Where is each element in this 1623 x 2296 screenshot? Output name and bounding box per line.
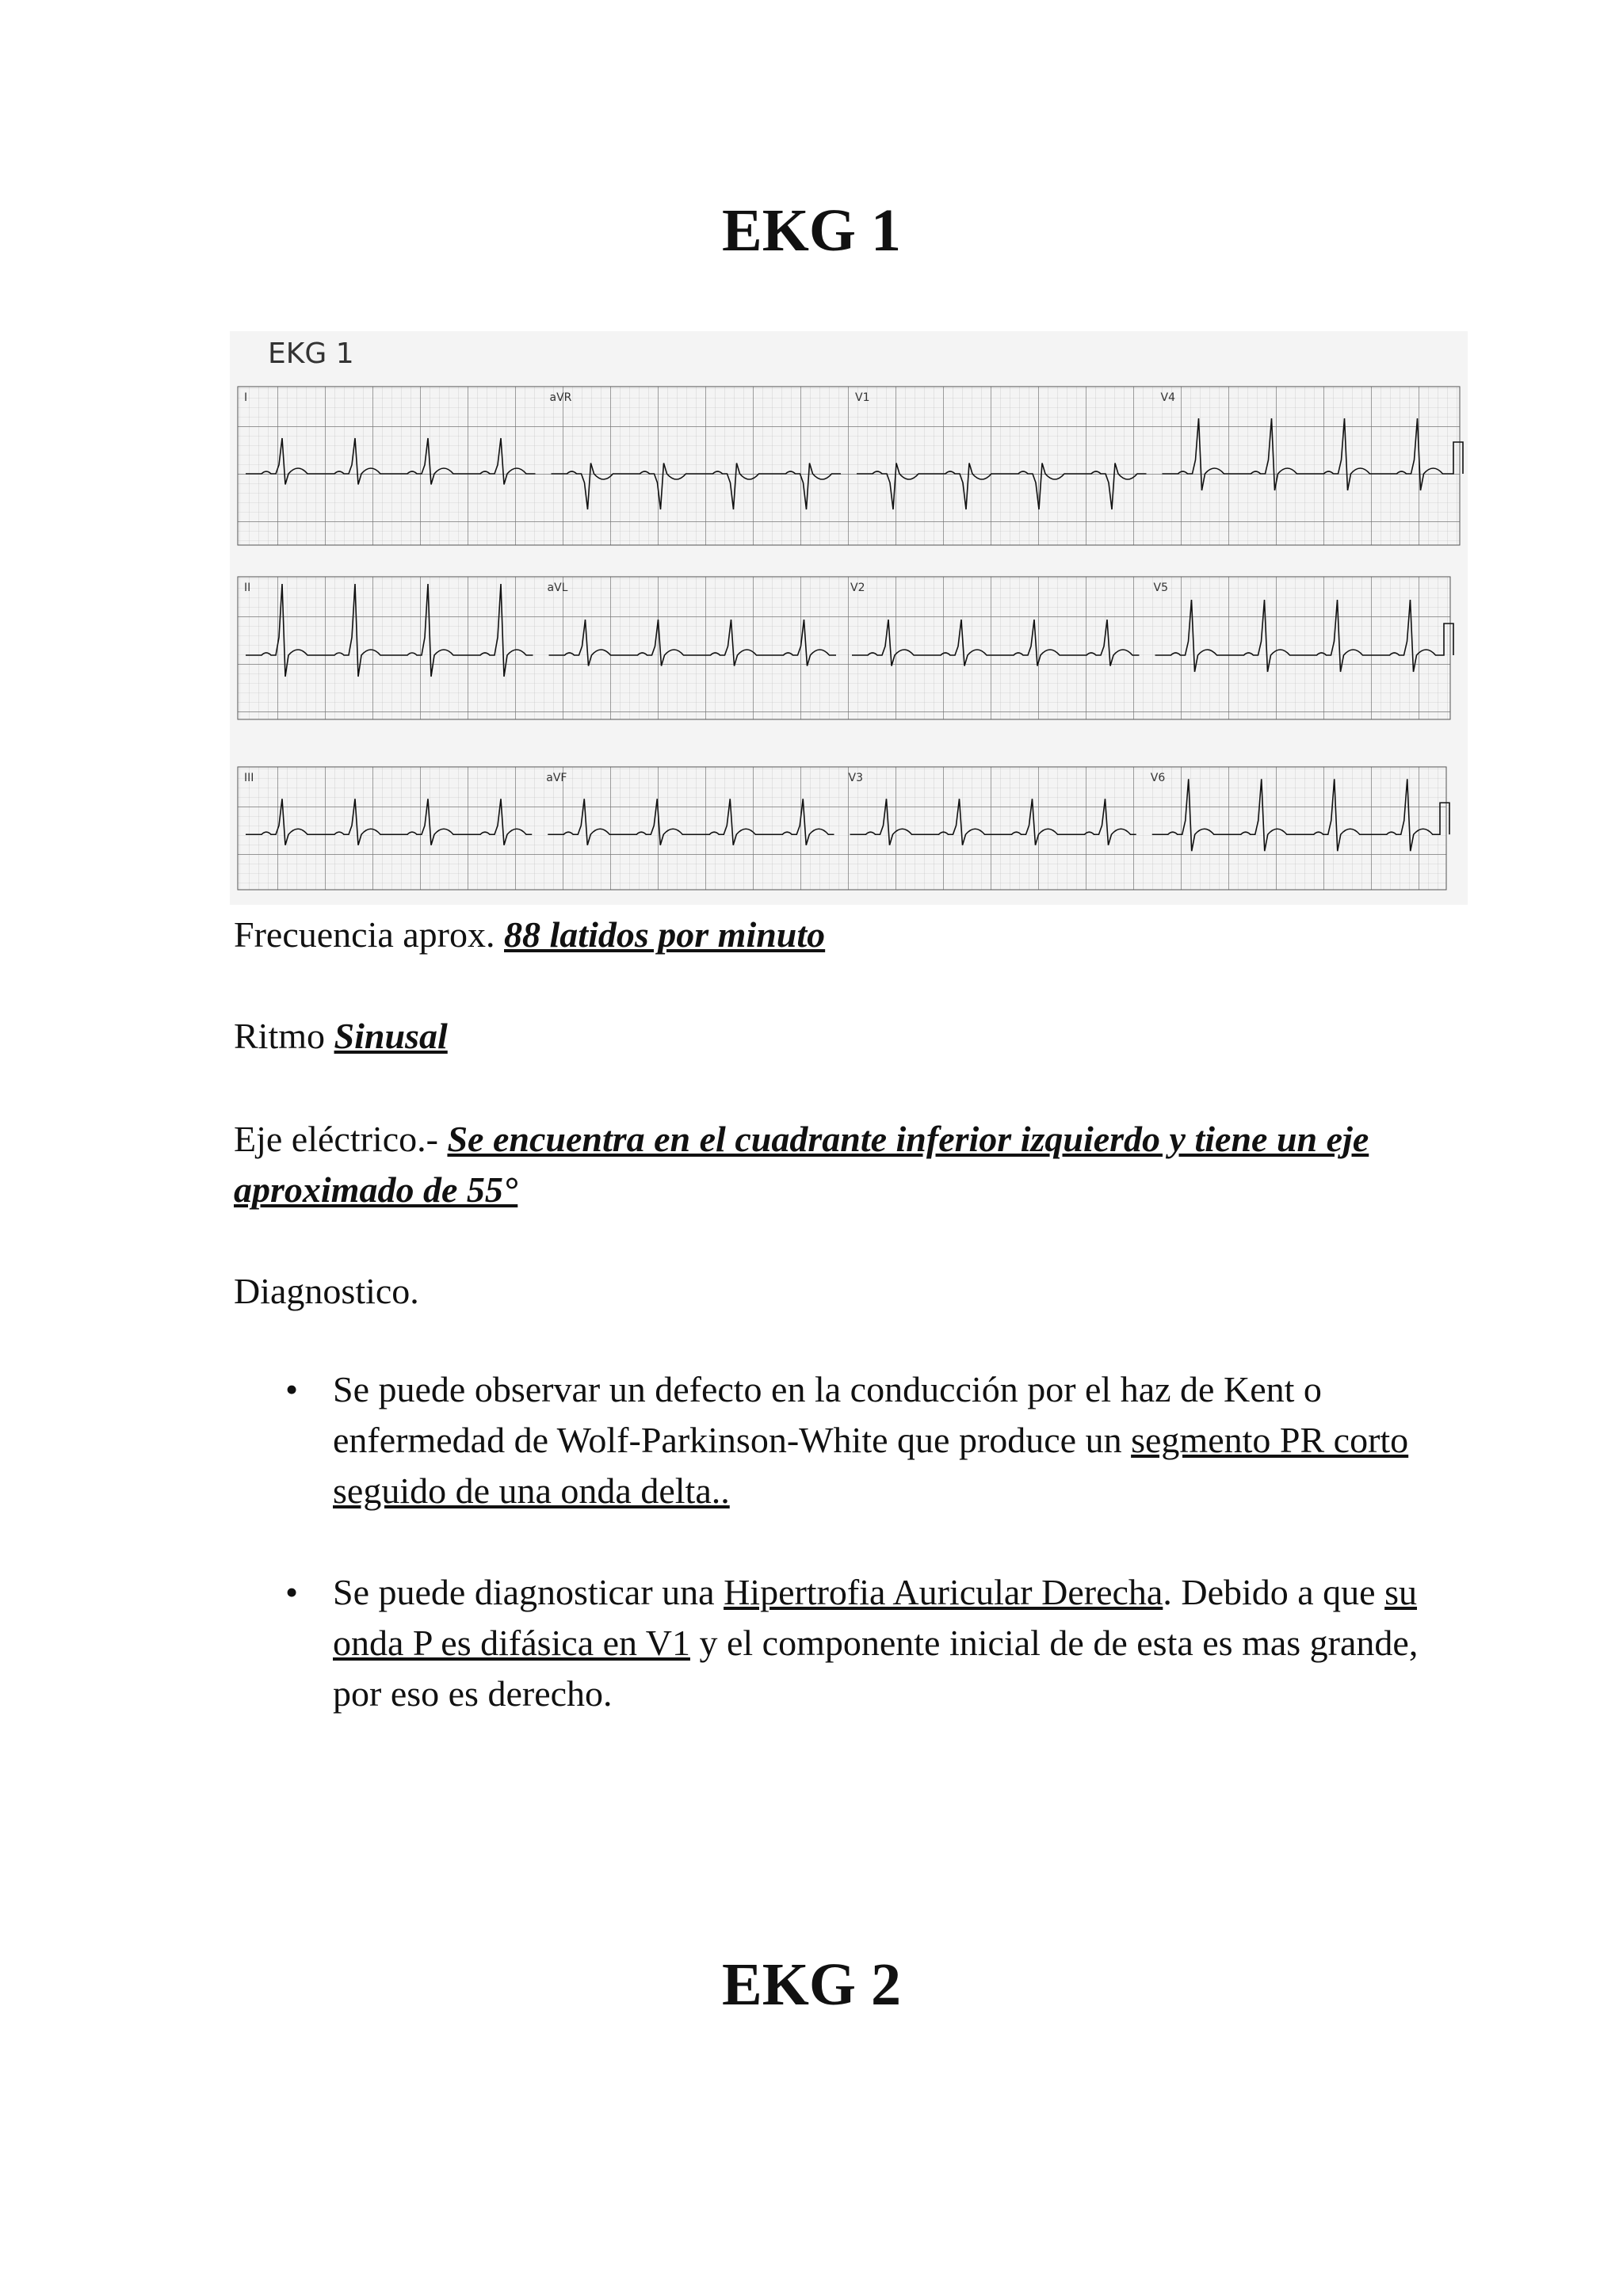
diagnosis-text: Se puede observar un defecto en la conducción por el haz de Kent o enfermedad de Wolf-Parkinson-White que produce un — [333, 1369, 1322, 1460]
bullet-icon: • — [285, 1369, 299, 1409]
lead-label: V4 — [1160, 391, 1175, 404]
diagnosis-text: y el componente inicial de de esta es mas grande, por eso es derecho. — [333, 1623, 1419, 1714]
ekg-grid — [238, 767, 1446, 890]
diagnosis-highlight: su onda P es difásica en V1 — [333, 1572, 1418, 1663]
diagnosis-item — [285, 1364, 1426, 1516]
frecuencia-value: 88 latidos por minuto — [504, 914, 826, 955]
diagnosis-item — [285, 1567, 1426, 1719]
lead-label: V3 — [848, 772, 863, 784]
frecuencia-line — [234, 910, 825, 960]
ekg-grid — [238, 387, 1460, 545]
lead-label: I — [244, 391, 248, 404]
diagnosis-highlight: segmento PR corto seguido de una onda delta.. — [333, 1420, 1409, 1511]
page-title-ekg2: EKG 2 — [722, 1951, 901, 2018]
diagnostico-label: Diagnostico. — [234, 1271, 419, 1311]
lead-label: V6 — [1150, 772, 1166, 784]
ekg-grid — [238, 577, 1450, 719]
ekg-tracing-image — [230, 331, 1468, 905]
eje-value: Se encuentra en el cuadrante inferior izquierdo y tiene un eje aproximado de 55° — [234, 1119, 1369, 1210]
eje-line — [234, 1114, 1423, 1215]
page-title-ekg1: EKG 1 — [722, 197, 901, 264]
lead-label: III — [244, 772, 254, 784]
bullet-icon: • — [285, 1572, 299, 1612]
ekg-handwritten-label: EKG 1 — [268, 338, 354, 370]
frecuencia-label: Frecuencia aprox. — [234, 914, 495, 955]
diagnosis-text: . Debido a que — [1163, 1572, 1376, 1612]
ritmo-label: Ritmo — [234, 1016, 326, 1056]
lead-label: V1 — [855, 391, 870, 404]
lead-label: II — [244, 582, 251, 594]
ritmo-line — [234, 1011, 448, 1062]
lead-label: V5 — [1153, 582, 1168, 594]
lead-label: V2 — [850, 582, 865, 594]
diagnosis-text: Se puede diagnosticar una — [333, 1572, 715, 1612]
lead-label: aVL — [547, 582, 568, 594]
eje-label: Eje eléctrico.- — [234, 1119, 438, 1159]
lead-label: aVF — [546, 772, 567, 784]
diagnosis-highlight: Hipertrofia Auricular Derecha — [724, 1572, 1163, 1612]
ritmo-value: Sinusal — [334, 1016, 448, 1056]
diagnosis-list — [285, 1364, 1426, 1770]
lead-label: aVR — [549, 391, 572, 404]
